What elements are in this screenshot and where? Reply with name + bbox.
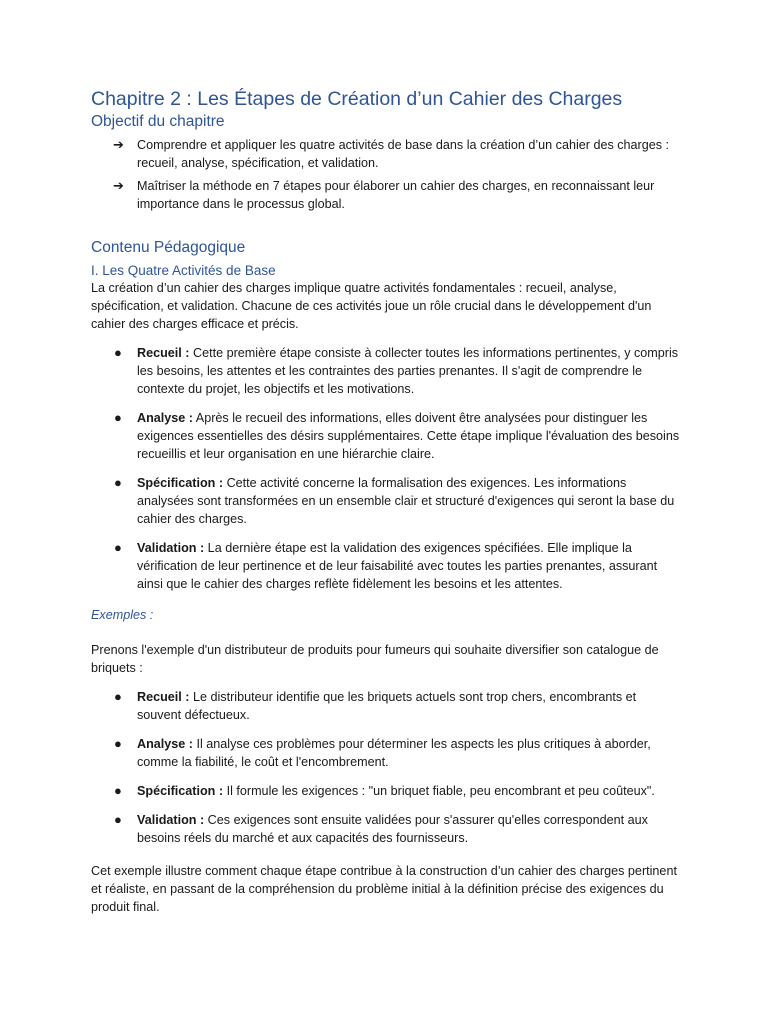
examples-intro: Prenons l'exemple d'un distributeur de produits pour fumeurs qui souhaite diversifier son catalogue de briquets : — [91, 643, 659, 675]
activity-text: Cette activité concerne la formalisation des exigences. Les informations analysées sont transformées en un ensemble clair et structuré d'exigences qui seront la base du cahier des charges. — [137, 476, 675, 526]
bullet-icon: ● — [114, 689, 122, 704]
objective-heading: Objectif du chapitre — [91, 113, 225, 130]
activity-term: Analyse : — [137, 411, 193, 425]
conclusion-paragraph: Cet exemple illustre comment chaque étape contribue à la construction d’un cahier des charges pertinent et réaliste, en passant de la compréhension du problème initial à la définition précise des exigences du produit final. — [91, 864, 677, 914]
example-text: Il analyse ces problèmes pour déterminer les aspects les plus critiques à aborder, comme la fiabilité, le coût et l'encombrement. — [137, 737, 651, 769]
example-text: Il formule les exigences : "un briquet fiable, peu encombrant et peu coûteux". — [223, 784, 655, 798]
activities-list — [91, 344, 681, 593]
example-term: Spécification : — [137, 784, 224, 798]
activity-item — [91, 539, 681, 593]
bullet-icon: ● — [114, 475, 122, 490]
objective-item — [91, 177, 681, 213]
example-text: Ces exigences sont ensuite validées pour s'assurer qu'elles correspondent aux besoins réels du marché et aux capacités des fournisseurs. — [137, 813, 648, 845]
activity-text: Cette première étape consiste à collecter toutes les informations pertinentes, y compris les besoins, les attentes et les contraintes des parties prenantes. Il s'agit de comprendre le contexte du projet, les objectifs et les motivations. — [137, 346, 679, 396]
example-item — [91, 811, 681, 847]
section-intro: La création d’un cahier des charges implique quatre activités fondamentales : recueil, analyse, spécification, et validation. Chacune de ces activités joue un rôle crucial dans le développement d'un cahier des charges efficace et précis. — [91, 281, 652, 331]
objective-list — [91, 136, 681, 213]
arrow-icon: ➔ — [113, 178, 124, 193]
example-term: Analyse : — [137, 737, 193, 751]
activity-term: Recueil : — [137, 346, 190, 360]
example-term: Validation : — [137, 813, 205, 827]
objective-item-text: Maîtriser la méthode en 7 étapes pour élaborer un cahier des charges, en reconnaissant leur importance dans le processus global. — [137, 179, 655, 211]
bullet-icon: ● — [114, 783, 122, 798]
activity-term: Validation : — [137, 541, 205, 555]
activity-text: Après le recueil des informations, elles doivent être analysées pour distinguer les exigences essentielles des désirs supplémentaires. Cette étape implique l'évaluation des besoins recueillis et leur organisation en une hiérarchie claire. — [137, 411, 680, 461]
example-item — [91, 735, 681, 771]
activity-item — [91, 344, 681, 398]
content-heading: Contenu Pédagogique — [91, 239, 246, 256]
section-heading: I. Les Quatre Activités de Base — [91, 263, 276, 278]
chapter-title: Chapitre 2 : Les Étapes de Création d’un Cahier des Charges — [91, 88, 623, 110]
example-text: Le distributeur identifie que les briquets actuels sont trop chers, encombrants et souvent défectueux. — [137, 690, 637, 722]
activity-text: La dernière étape est la validation des exigences spécifiées. Elle implique la vérification de leur pertinence et de leur faisabilité avec toutes les parties prenantes, assurant ainsi que le cahier des charges reflète fidèlement les besoins et les attentes. — [137, 541, 658, 591]
activity-item — [91, 409, 681, 463]
bullet-icon: ● — [114, 736, 122, 751]
bullet-icon: ● — [114, 540, 122, 555]
objective-item-text: Comprendre et appliquer les quatre activités de base dans la création d’un cahier des charges : recueil, analyse, spécification, et validation. — [137, 138, 670, 170]
bullet-icon: ● — [114, 812, 122, 827]
activity-term: Spécification : — [137, 476, 224, 490]
example-term: Recueil : — [137, 690, 190, 704]
example-item — [91, 782, 681, 800]
arrow-icon: ➔ — [113, 137, 124, 152]
activity-item — [91, 474, 681, 528]
bullet-icon: ● — [114, 345, 122, 360]
objective-item — [91, 136, 681, 172]
document-body — [91, 86, 681, 916]
examples-label: Exemples : — [91, 608, 154, 622]
bullet-icon: ● — [114, 410, 122, 425]
examples-list — [91, 688, 681, 847]
example-item — [91, 688, 681, 724]
